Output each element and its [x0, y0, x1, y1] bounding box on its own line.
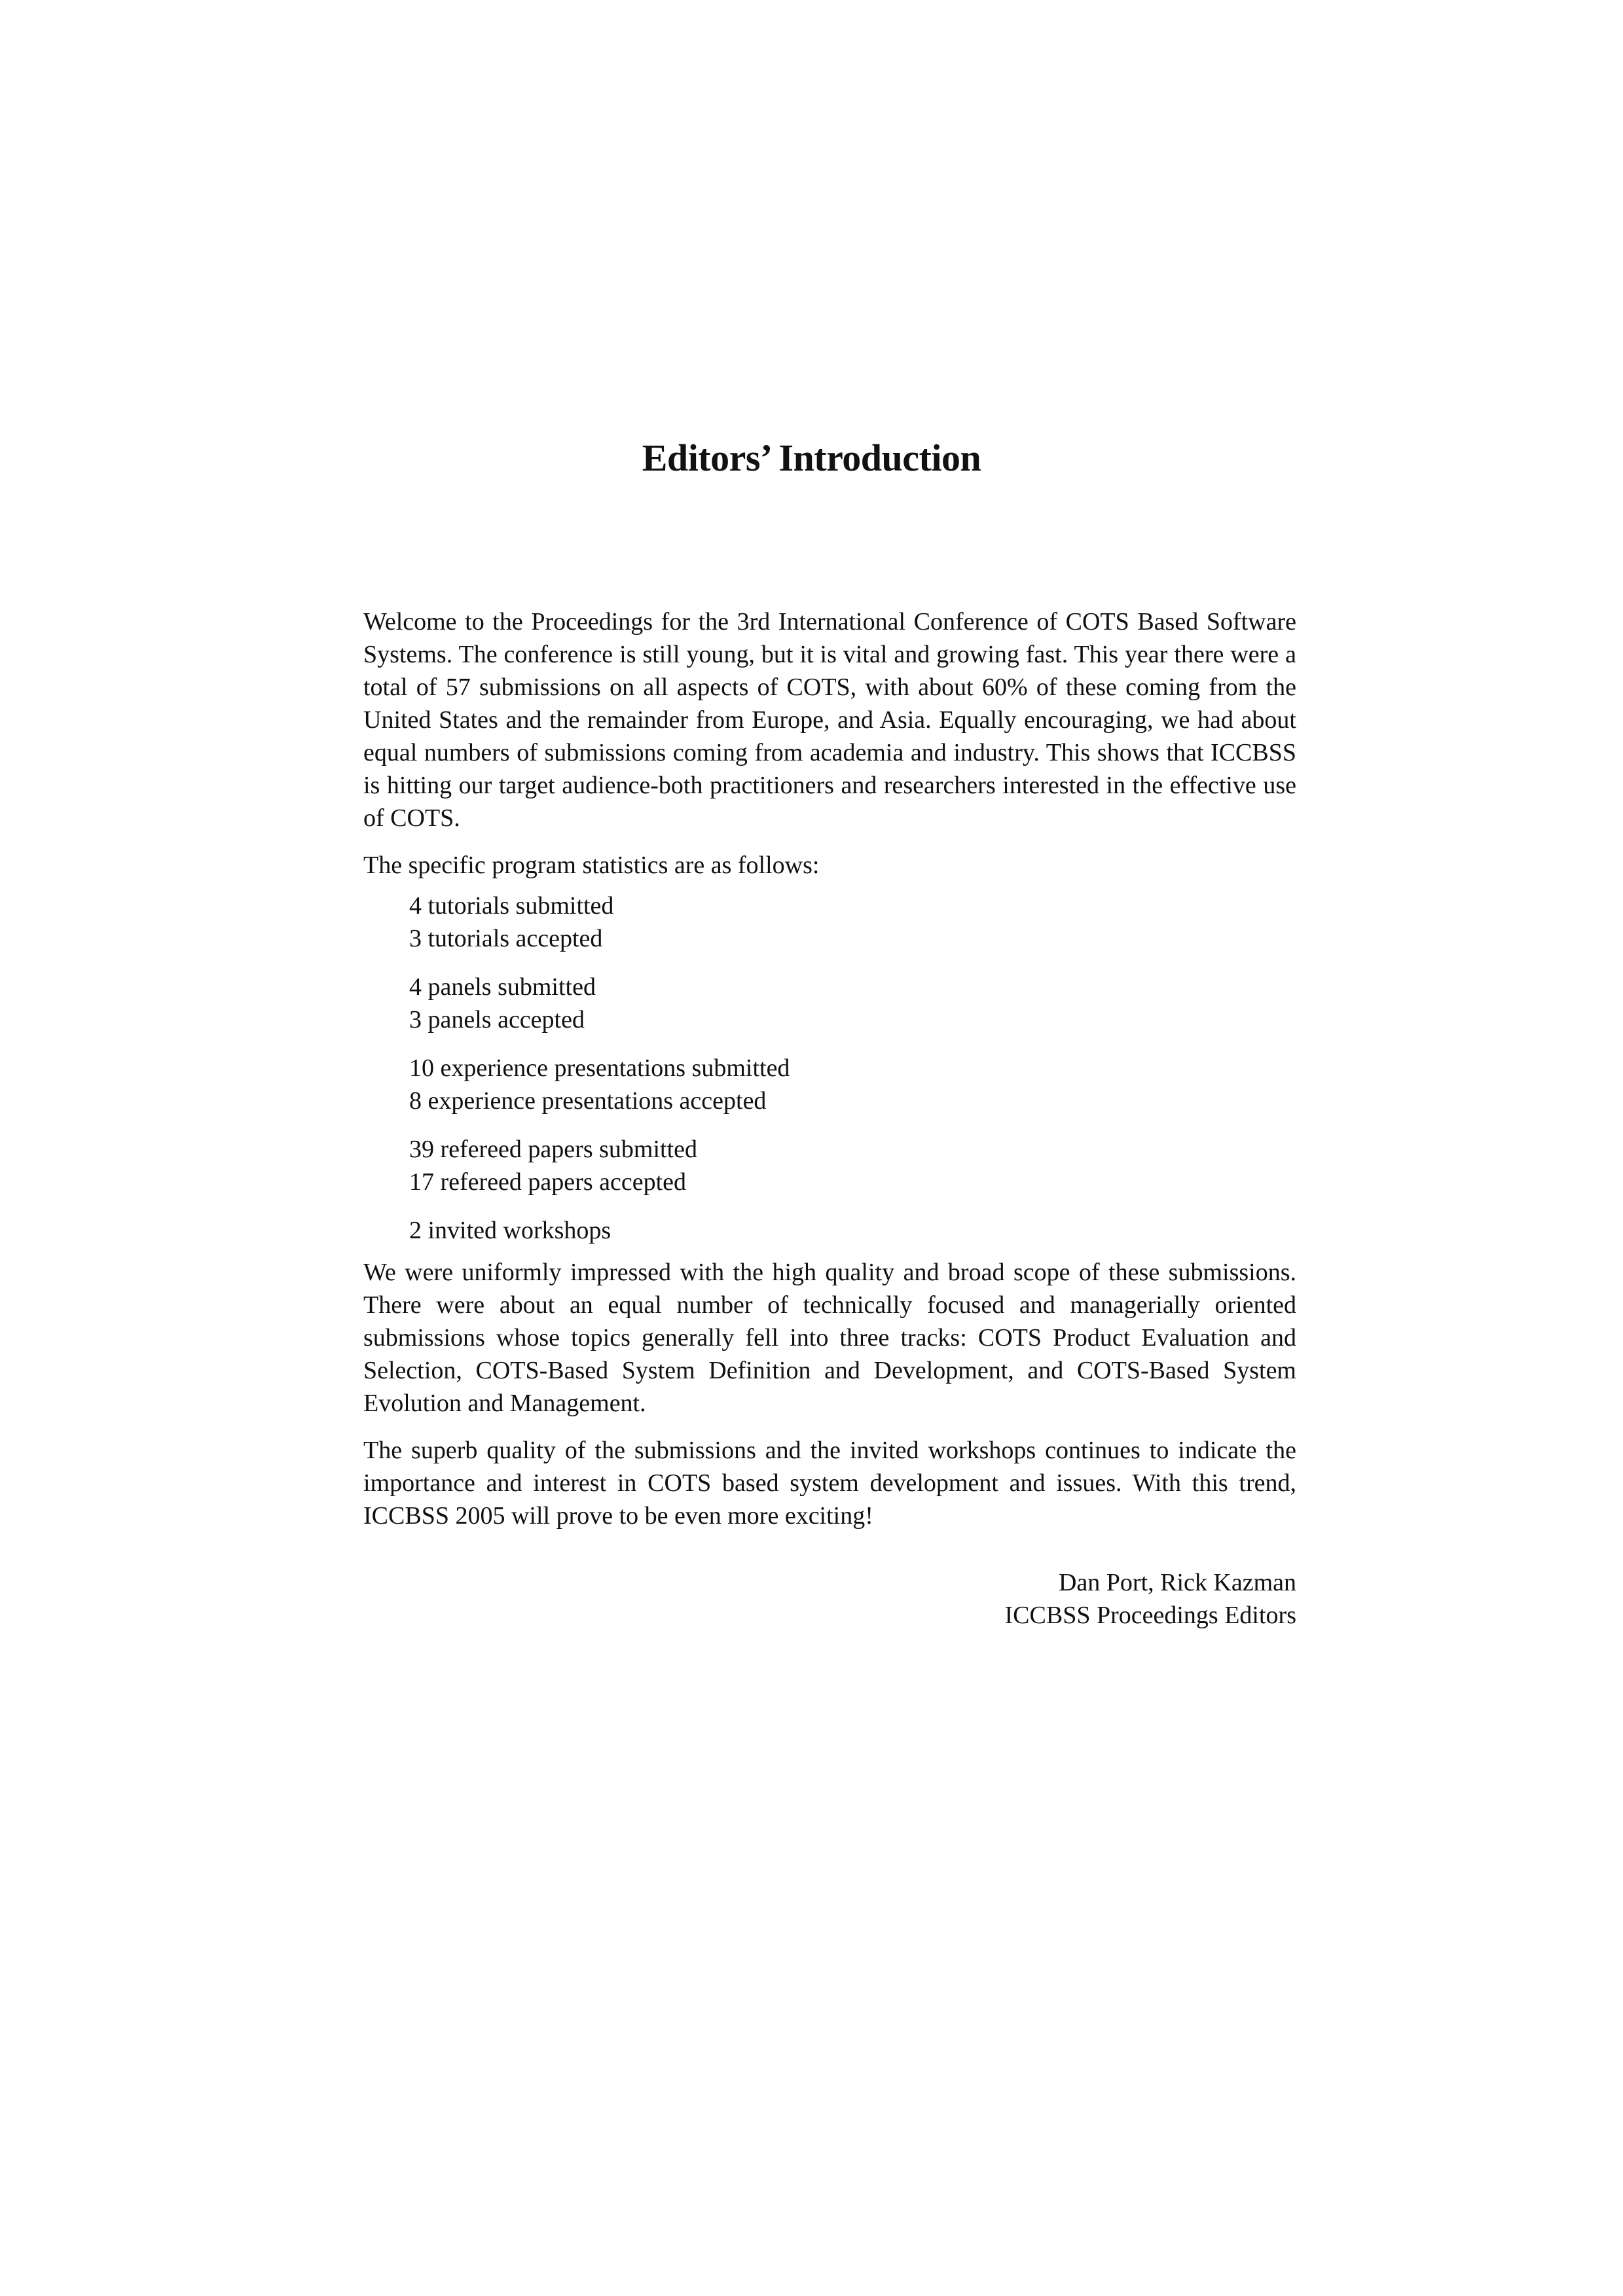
stat-line: 4 panels submitted	[409, 973, 596, 1001]
stat-line: 17 refereed papers accepted	[409, 1168, 686, 1196]
page-title: Editors’ Introduction	[642, 437, 981, 479]
stat-group-invited-workshops	[409, 1214, 1296, 1247]
stat-group-experience-presentations	[409, 1052, 1296, 1117]
stat-line: 2 invited workshops	[409, 1217, 611, 1244]
stat-line: 8 experience presentations accepted	[409, 1087, 767, 1115]
intro-paragraph: Welcome to the Proceedings for the 3rd International Conference of COTS Based Software Systems. The conference is still young, but it is vital and growing fast. This year there were a total of 57 submissions on all aspects of COTS, with about 60% of these coming from the United States and the remainder from Europe, and Asia. Equally encouraging, we had about equal numbers of submissions coming from academia and industry. This shows that ICCBSS is hitting our target audience-both practitioners and researchers interested in the effective use of COTS.	[363, 608, 1296, 832]
statistics-lead-paragraph: The specific program statistics are as follows:	[363, 852, 820, 879]
signature-block	[363, 1566, 1296, 1632]
document-body	[363, 605, 1296, 1632]
stat-group-panels	[409, 971, 1296, 1036]
closing-paragraph: The superb quality of the submissions and the invited workshops continues to indicate the importance and interest in COTS based system development and issues. With this trend, ICCBSS 2005 will prove to be even more exciting!	[363, 1437, 1296, 1530]
signature-names: Dan Port, Rick Kazman	[1058, 1569, 1296, 1596]
stat-group-tutorials	[409, 889, 1296, 955]
signature-role: ICCBSS Proceedings Editors	[1004, 1602, 1296, 1629]
quality-paragraph: We were uniformly impressed with the high quality and broad scope of these submissions. There were about an equal number of technically focused and managerially oriented submissions whose topics generally fell into three tracks: COTS Product Evaluation and Selection, COTS-Based System Definition and Development, and COTS-Based System Evolution and Management.	[363, 1259, 1296, 1417]
stat-line: 3 panels accepted	[409, 1006, 585, 1033]
stat-line: 4 tutorials submitted	[409, 892, 614, 920]
stat-line: 3 tutorials accepted	[409, 925, 603, 952]
program-statistics	[409, 889, 1296, 1247]
stat-group-refereed-papers	[409, 1133, 1296, 1198]
stat-line: 39 refereed papers submitted	[409, 1136, 697, 1163]
stat-line: 10 experience presentations submitted	[409, 1054, 790, 1082]
